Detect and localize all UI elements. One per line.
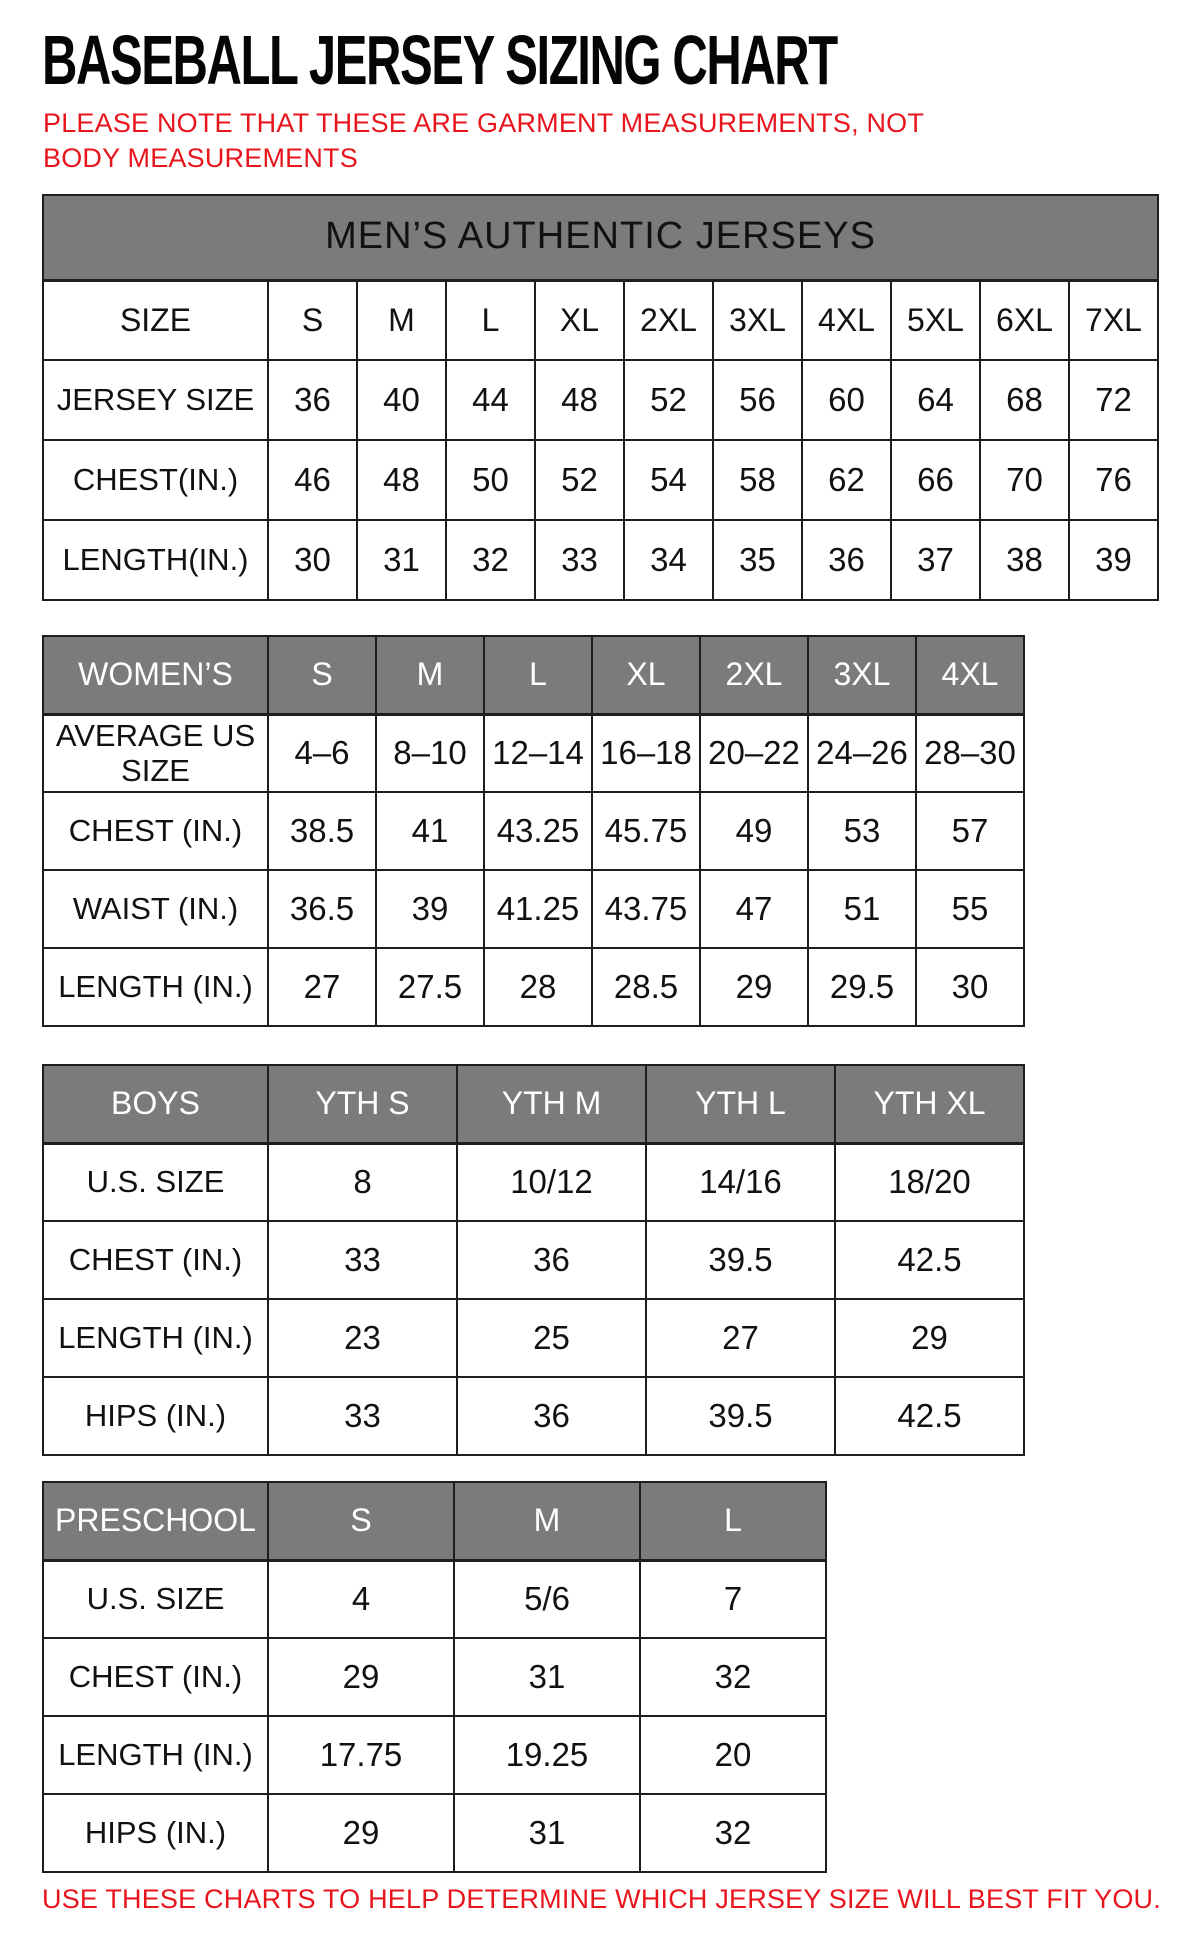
preschool-header-label: PRESCHOOL — [43, 1482, 268, 1560]
boys-cell-3-2: 39.5 — [646, 1377, 835, 1455]
mens-cell-1-6: 62 — [802, 440, 891, 520]
preschool-row-2 — [43, 1716, 826, 1794]
mens-cell-2-5: 35 — [713, 520, 802, 600]
mens-cell-0-5: 56 — [713, 360, 802, 440]
womens-cell-0-1: 8–10 — [376, 714, 484, 792]
preschool-cell-2-2: 20 — [640, 1716, 826, 1794]
mens-cell-0-7: 64 — [891, 360, 980, 440]
mens-cell-0-0: 36 — [268, 360, 357, 440]
womens-header-m: M — [376, 636, 484, 714]
preschool-cell-1-0: 29 — [268, 1638, 454, 1716]
mens-cell-1-7: 66 — [891, 440, 980, 520]
preschool-cell-3-0: 29 — [268, 1794, 454, 1872]
preschool-cell-0-1: 5/6 — [454, 1560, 640, 1638]
womens-cell-3-4: 29 — [700, 948, 808, 1026]
womens-cell-1-2: 43.25 — [484, 792, 592, 870]
womens-cell-2-6: 55 — [916, 870, 1024, 948]
boys-cell-0-0: 8 — [268, 1143, 457, 1221]
womens-row-0 — [43, 714, 1024, 792]
boys-cell-3-0: 33 — [268, 1377, 457, 1455]
mens-header-s: S — [268, 280, 357, 360]
mens-cell-2-4: 34 — [624, 520, 713, 600]
preschool-row-1-label: CHEST (IN.) — [43, 1638, 268, 1716]
mens-cell-2-8: 38 — [980, 520, 1069, 600]
womens-cell-1-0: 38.5 — [268, 792, 376, 870]
mens-cell-2-6: 36 — [802, 520, 891, 600]
boys-table — [42, 1064, 1025, 1456]
mens-cell-2-0: 30 — [268, 520, 357, 600]
mens-header-7xl: 7XL — [1069, 280, 1158, 360]
mens-header-5xl: 5XL — [891, 280, 980, 360]
womens-header-s: S — [268, 636, 376, 714]
mens-cell-0-1: 40 — [357, 360, 446, 440]
preschool-cell-1-1: 31 — [454, 1638, 640, 1716]
womens-row-1-label: CHEST (IN.) — [43, 792, 268, 870]
womens-row-3 — [43, 948, 1024, 1026]
womens-cell-0-2: 12–14 — [484, 714, 592, 792]
mens-cell-1-2: 50 — [446, 440, 535, 520]
womens-cell-1-5: 53 — [808, 792, 916, 870]
preschool-row-3-label: HIPS (IN.) — [43, 1794, 268, 1872]
mens-cell-1-9: 76 — [1069, 440, 1158, 520]
womens-row-1 — [43, 792, 1024, 870]
mens-row-2-label: LENGTH(IN.) — [43, 520, 268, 600]
womens-row-3-label: LENGTH (IN.) — [43, 948, 268, 1026]
boys-row-0-label: U.S. SIZE — [43, 1143, 268, 1221]
mens-cell-0-2: 44 — [446, 360, 535, 440]
womens-cell-1-1: 41 — [376, 792, 484, 870]
boys-row-3 — [43, 1377, 1024, 1455]
boys-cell-0-3: 18/20 — [835, 1143, 1024, 1221]
womens-cell-2-3: 43.75 — [592, 870, 700, 948]
boys-cell-2-3: 29 — [835, 1299, 1024, 1377]
womens-cell-1-4: 49 — [700, 792, 808, 870]
preschool-row-1 — [43, 1638, 826, 1716]
boys-row-2-label: LENGTH (IN.) — [43, 1299, 268, 1377]
womens-row-2-label: WAIST (IN.) — [43, 870, 268, 948]
womens-header-xl: XL — [592, 636, 700, 714]
mens-cell-1-8: 70 — [980, 440, 1069, 520]
boys-cell-2-0: 23 — [268, 1299, 457, 1377]
mens-header-label: SIZE — [43, 280, 268, 360]
mens-cell-0-6: 60 — [802, 360, 891, 440]
mens-banner: MEN’S AUTHENTIC JERSEYS — [43, 195, 1158, 280]
mens-cell-1-5: 58 — [713, 440, 802, 520]
mens-row-1-label: CHEST(IN.) — [43, 440, 268, 520]
mens-cell-1-1: 48 — [357, 440, 446, 520]
mens-header-m: M — [357, 280, 446, 360]
mens-cell-0-8: 68 — [980, 360, 1069, 440]
mens-cell-2-1: 31 — [357, 520, 446, 600]
womens-cell-3-0: 27 — [268, 948, 376, 1026]
womens-cell-0-6: 28–30 — [916, 714, 1024, 792]
boys-cell-2-2: 27 — [646, 1299, 835, 1377]
garment-measurements-note: PLEASE NOTE THAT THESE ARE GARMENT MEASUREMENTS, NOT BODY MEASUREMENTS — [43, 108, 924, 173]
boys-cell-0-2: 14/16 — [646, 1143, 835, 1221]
womens-cell-2-5: 51 — [808, 870, 916, 948]
boys-row-3-label: HIPS (IN.) — [43, 1377, 268, 1455]
womens-cell-3-3: 28.5 — [592, 948, 700, 1026]
preschool-cell-3-2: 32 — [640, 1794, 826, 1872]
preschool-cell-0-2: 7 — [640, 1560, 826, 1638]
mens-cell-2-2: 32 — [446, 520, 535, 600]
preschool-row-3 — [43, 1794, 826, 1872]
womens-cell-0-3: 16–18 — [592, 714, 700, 792]
preschool-cell-0-0: 4 — [268, 1560, 454, 1638]
womens-cell-3-2: 28 — [484, 948, 592, 1026]
mens-cell-1-3: 52 — [535, 440, 624, 520]
preschool-cell-3-1: 31 — [454, 1794, 640, 1872]
boys-cell-1-1: 36 — [457, 1221, 646, 1299]
boys-cell-3-1: 36 — [457, 1377, 646, 1455]
boys-header-yth-l: YTH L — [646, 1065, 835, 1143]
womens-cell-1-3: 45.75 — [592, 792, 700, 870]
mens-header-4xl: 4XL — [802, 280, 891, 360]
boys-header-yth-xl: YTH XL — [835, 1065, 1024, 1143]
mens-header-xl: XL — [535, 280, 624, 360]
mens-header-2xl: 2XL — [624, 280, 713, 360]
preschool-table — [42, 1481, 827, 1873]
preschool-row-2-label: LENGTH (IN.) — [43, 1716, 268, 1794]
womens-cell-0-5: 24–26 — [808, 714, 916, 792]
boys-row-1-label: CHEST (IN.) — [43, 1221, 268, 1299]
boys-row-0 — [43, 1143, 1024, 1221]
mens-header-6xl: 6XL — [980, 280, 1069, 360]
mens-cell-2-9: 39 — [1069, 520, 1158, 600]
mens-header-3xl: 3XL — [713, 280, 802, 360]
boys-cell-1-0: 33 — [268, 1221, 457, 1299]
preschool-cell-1-2: 32 — [640, 1638, 826, 1716]
preschool-header-m: M — [454, 1482, 640, 1560]
womens-cell-2-4: 47 — [700, 870, 808, 948]
mens-header-l: L — [446, 280, 535, 360]
womens-cell-1-6: 57 — [916, 792, 1024, 870]
boys-cell-1-2: 39.5 — [646, 1221, 835, 1299]
womens-header-3xl: 3XL — [808, 636, 916, 714]
boys-cell-1-3: 42.5 — [835, 1221, 1024, 1299]
womens-table — [42, 635, 1025, 1027]
womens-cell-0-4: 20–22 — [700, 714, 808, 792]
womens-header-4xl: 4XL — [916, 636, 1024, 714]
boys-cell-2-1: 25 — [457, 1299, 646, 1377]
mens-row-2 — [43, 520, 1158, 600]
mens-row-0-label: JERSEY SIZE — [43, 360, 268, 440]
mens-cell-1-4: 54 — [624, 440, 713, 520]
mens-table — [42, 194, 1159, 601]
womens-cell-2-1: 39 — [376, 870, 484, 948]
boys-cell-3-3: 42.5 — [835, 1377, 1024, 1455]
womens-cell-3-6: 30 — [916, 948, 1024, 1026]
preschool-cell-2-1: 19.25 — [454, 1716, 640, 1794]
mens-cell-2-3: 33 — [535, 520, 624, 600]
womens-header-2xl: 2XL — [700, 636, 808, 714]
mens-cell-0-9: 72 — [1069, 360, 1158, 440]
preschool-row-0 — [43, 1560, 826, 1638]
mens-row-1 — [43, 440, 1158, 520]
womens-header-label: WOMEN’S — [43, 636, 268, 714]
womens-cell-0-0: 4–6 — [268, 714, 376, 792]
preschool-row-0-label: U.S. SIZE — [43, 1560, 268, 1638]
womens-header-l: L — [484, 636, 592, 714]
mens-row-0 — [43, 360, 1158, 440]
boys-row-2 — [43, 1299, 1024, 1377]
preschool-header-l: L — [640, 1482, 826, 1560]
womens-cell-2-2: 41.25 — [484, 870, 592, 948]
boys-header-label: BOYS — [43, 1065, 268, 1143]
boys-cell-0-1: 10/12 — [457, 1143, 646, 1221]
mens-cell-1-0: 46 — [268, 440, 357, 520]
mens-cell-0-3: 48 — [535, 360, 624, 440]
preschool-header-s: S — [268, 1482, 454, 1560]
womens-row-0-label: AVERAGE US SIZE — [43, 714, 268, 792]
mens-cell-2-7: 37 — [891, 520, 980, 600]
fit-advice-footer: USE THESE CHARTS TO HELP DETERMINE WHICH JERSEY SIZE WILL BEST FIT YOU. — [42, 1884, 1161, 1914]
womens-row-2 — [43, 870, 1024, 948]
boys-row-1 — [43, 1221, 1024, 1299]
preschool-cell-2-0: 17.75 — [268, 1716, 454, 1794]
womens-cell-3-1: 27.5 — [376, 948, 484, 1026]
womens-cell-3-5: 29.5 — [808, 948, 916, 1026]
mens-cell-0-4: 52 — [624, 360, 713, 440]
boys-header-yth-m: YTH M — [457, 1065, 646, 1143]
boys-header-yth-s: YTH S — [268, 1065, 457, 1143]
womens-cell-2-0: 36.5 — [268, 870, 376, 948]
page-title: BASEBALL JERSEY SIZING CHART — [42, 21, 837, 99]
